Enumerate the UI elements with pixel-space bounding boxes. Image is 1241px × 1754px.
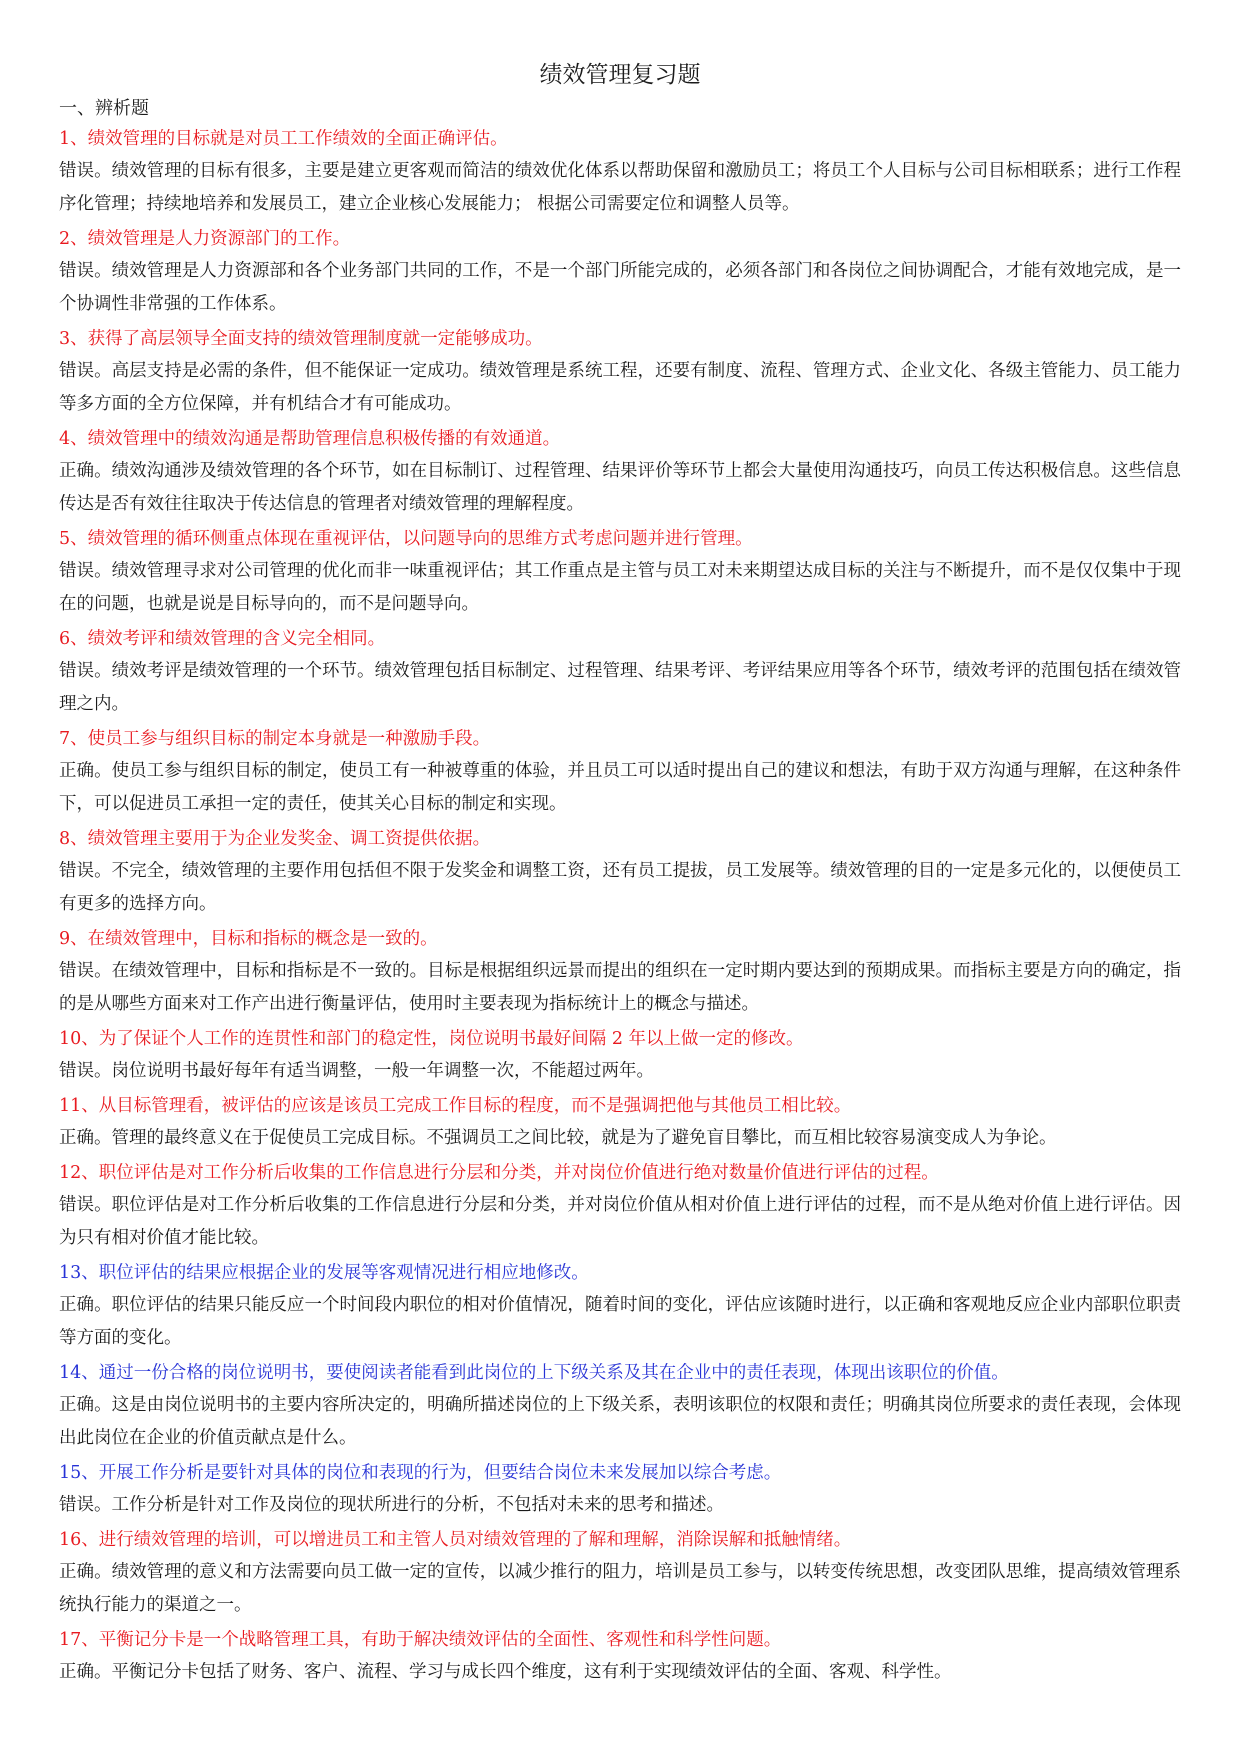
answer-10: 错误。岗位说明书最好每年有适当调整，一般一年调整一次，不能超过两年。	[59, 1061, 654, 1081]
question-8: 8、绩效管理主要用于为企业发奖金、调工资提供依据。	[59, 829, 491, 849]
qa-list	[59, 124, 1181, 1689]
question-3: 3、获得了高层领导全面支持的绩效管理制度就一定能够成功。	[59, 329, 543, 349]
question-14: 14、通过一份合格的岗位说明书，要使阅读者能看到此岗位的上下级关系及其在企业中的责任表现，体现出该职位的价值。	[59, 1363, 1009, 1383]
document-title: 绩效管理复习题	[539, 62, 701, 88]
question-2: 2、绩效管理是人力资源部门的工作。	[59, 229, 351, 249]
answer-16: 正确。绩效管理的意义和方法需要向员工做一定的宣传，以减少推行的阻力，培训是员工参与，以转变传统思想，改变团队思维，提高绩效管理系统执行能力的渠道之一。	[59, 1562, 1181, 1615]
question-17: 17、平衡记分卡是一个战略管理工具，有助于解决绩效评估的全面性、客观性和科学性问题。	[59, 1630, 782, 1650]
question-5: 5、绩效管理的循环侧重点体现在重视评估，以问题导向的思维方式考虑问题并进行管理。	[59, 529, 753, 549]
answer-17: 正确。平衡记分卡包括了财务、客户、流程、学习与成长四个维度，这有利于实现绩效评估的全面、客观、科学性。	[59, 1662, 952, 1682]
answer-6: 错误。绩效考评是绩效管理的一个环节。绩效管理包括目标制定、过程管理、结果考评、考评结果应用等各个环节，绩效考评的范围包括在绩效管理之内。	[59, 661, 1181, 714]
answer-5: 错误。绩效管理寻求对公司管理的优化而非一味重视评估；其工作重点是主管与员工对未来期望达成目标的关注与不断提升，而不是仅仅集中于现在的问题，也就是说是目标导向的，而不是问题导向。	[59, 561, 1181, 614]
answer-12: 错误。职位评估是对工作分析后收集的工作信息进行分层和分类，并对岗位价值从相对价值上进行评估的过程，而不是从绝对价值上进行评估。因为只有相对价值才能比较。	[59, 1195, 1181, 1248]
question-15: 15、开展工作分析是要针对具体的岗位和表现的行为，但要结合岗位未来发展加以综合考虑。	[59, 1463, 782, 1483]
answer-9: 错误。在绩效管理中，目标和指标是不一致的。目标是根据组织远景而提出的组织在一定时期内要达到的预期成果。而指标主要是方向的确定，指的是从哪些方面来对工作产出进行衡量评估，使用时主要表现为指标统计上的概念与描述。	[59, 961, 1181, 1014]
question-11: 11、从目标管理看，被评估的应该是该员工完成工作目标的程度，而不是强调把他与其他员工相比较。	[59, 1096, 852, 1116]
answer-8: 错误。不完全，绩效管理的主要作用包括但不限于发奖金和调整工资，还有员工提拔，员工发展等。绩效管理的目的一定是多元化的，以便使员工有更多的选择方向。	[59, 861, 1181, 914]
question-1: 1、绩效管理的目标就是对员工工作绩效的全面正确评估。	[59, 129, 508, 149]
answer-7: 正确。使员工参与组织目标的制定，使员工有一种被尊重的体验，并且员工可以适时提出自己的建议和想法，有助于双方沟通与理解，在这种条件下，可以促进员工承担一定的责任，使其关心目标的制定和实现。	[59, 761, 1181, 814]
question-7: 7、使员工参与组织目标的制定本身就是一种激励手段。	[59, 729, 491, 749]
answer-1: 错误。绩效管理的目标有很多，主要是建立更客观而简洁的绩效优化体系以帮助保留和激励员工；将员工个人目标与公司目标相联系；进行工作程序化管理；持续地培养和发展员工，建立企业核心发展能力； 根据公司需要定位和调整人员等。	[59, 161, 1181, 214]
question-9: 9、在绩效管理中，目标和指标的概念是一致的。	[59, 929, 438, 949]
answer-2: 错误。绩效管理是人力资源部和各个业务部门共同的工作，不是一个部门所能完成的，必须各部门和各岗位之间协调配合，才能有效地完成，是一个协调性非常强的工作体系。	[59, 261, 1181, 314]
answer-14: 正确。这是由岗位说明书的主要内容所决定的，明确所描述岗位的上下级关系，表明该职位的权限和责任；明确其岗位所要求的责任表现，会体现出此岗位在企业的价值贡献点是什么。	[59, 1395, 1181, 1448]
section-heading: 一、辨析题	[59, 98, 149, 119]
question-4: 4、绩效管理中的绩效沟通是帮助管理信息积极传播的有效通道。	[59, 429, 561, 449]
answer-3: 错误。高层支持是必需的条件，但不能保证一定成功。绩效管理是系统工程，还要有制度、流程、管理方式、企业文化、各级主管能力、员工能力等多方面的全方位保障，并有机结合才有可能成功。	[59, 361, 1181, 414]
answer-13: 正确。职位评估的结果只能反应一个时间段内职位的相对价值情况，随着时间的变化，评估应该随时进行，以正确和客观地反应企业内部职位职责等方面的变化。	[59, 1295, 1181, 1348]
answer-15: 错误。工作分析是针对工作及岗位的现状所进行的分析，不包括对未来的思考和描述。	[59, 1495, 724, 1515]
question-16: 16、进行绩效管理的培训，可以增进员工和主管人员对绩效管理的了解和理解，消除误解和抵触情绪。	[59, 1530, 852, 1550]
answer-4: 正确。绩效沟通涉及绩效管理的各个环节，如在目标制订、过程管理、结果评价等环节上都会大量使用沟通技巧，向员工传达积极信息。这些信息传达是否有效往往取决于传达信息的管理者对绩效管理的理解程度。	[59, 461, 1181, 514]
answer-11: 正确。管理的最终意义在于促使员工完成目标。不强调员工之间比较，就是为了避免盲目攀比，而互相比较容易演变成人为争论。	[59, 1128, 1057, 1148]
question-6: 6、绩效考评和绩效管理的含义完全相同。	[59, 629, 386, 649]
document-page	[59, 58, 1181, 1692]
question-12: 12、职位评估是对工作分析后收集的工作信息进行分层和分类，并对岗位价值进行绝对数量价值进行评估的过程。	[59, 1163, 939, 1183]
question-13: 13、职位评估的结果应根据企业的发展等客观情况进行相应地修改。	[59, 1263, 589, 1283]
question-10: 10、为了保证个人工作的连贯性和部门的稳定性，岗位说明书最好间隔 2 年以上做一定的修改。	[59, 1029, 804, 1049]
